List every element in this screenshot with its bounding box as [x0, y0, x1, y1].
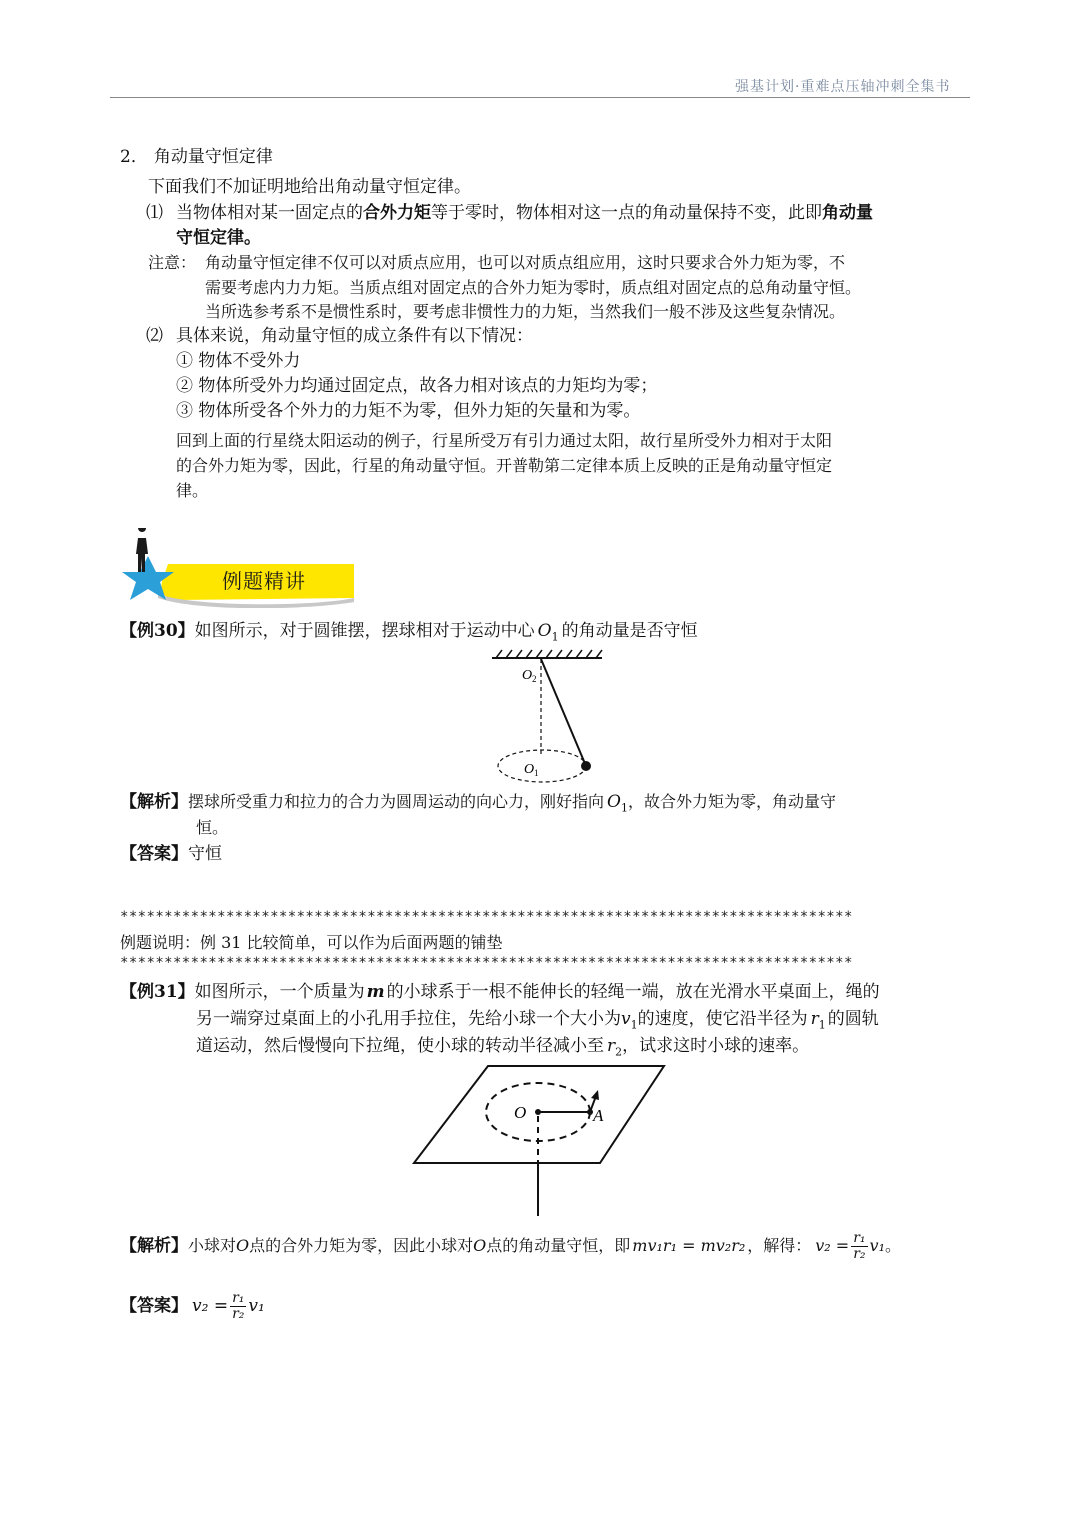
- point-1-line1: [176, 200, 873, 226]
- section-intro: 下面我们不加证明地给出角动量守恒定律。: [148, 177, 471, 197]
- header-divider: [110, 97, 970, 98]
- ex31-sol-fraction: [851, 1231, 867, 1262]
- ex30-ans-tag: 【答案】: [120, 844, 188, 864]
- divider-stars-bottom: ***********************************************************************************: [120, 955, 853, 971]
- ex31-q2b: 的速度，使它沿半径为: [637, 1009, 808, 1029]
- ex30-q-a: 如图所示，对于圆锥摆，摆球相对于运动中心: [194, 621, 535, 641]
- condition-2: ② 物体所受外力均通过固定点，故各力相对该点的力矩均为零；: [176, 376, 658, 396]
- ex31-sol-end: 。: [884, 1236, 901, 1255]
- condition-1: ① 物体不受外力: [176, 351, 301, 371]
- point-1-text-a: 当物体相对某一固定点的: [176, 203, 363, 223]
- ex30-sol-b: ，故合外力矩为零，角动量守: [627, 792, 836, 811]
- ex30-q-sub: 1: [551, 630, 559, 644]
- ex31-sol-den: r₂: [853, 1246, 866, 1262]
- point-1-bold-term: 合外力矩: [363, 203, 431, 223]
- divider-note: 例题说明：例 31 比较简单，可以作为后面两题的铺垫: [120, 933, 503, 952]
- ex31-question-line1: [120, 979, 880, 1005]
- ex31-q2-r: r: [810, 1009, 819, 1029]
- point-1-marker: ⑴: [146, 203, 163, 223]
- ex30-sol-tag: 【解析】: [120, 792, 188, 812]
- pendulum-bob: [581, 761, 591, 771]
- label-o1-sub: 1: [534, 768, 539, 778]
- ex30-sol-sym: O: [607, 792, 621, 812]
- ex30-tag: 【例30】: [120, 621, 195, 641]
- ex30-q-sym: O: [537, 621, 552, 641]
- point-2-marker: ⑵: [146, 326, 163, 346]
- point-2-text: 具体来说，角动量守恒的成立条件有以下情况：: [176, 326, 533, 346]
- label-a: A: [593, 1106, 604, 1125]
- table-hole-diagram: [410, 1060, 670, 1220]
- ex31-sol-lhs: v₂ =: [815, 1236, 850, 1255]
- section-title: 角动量守恒定律: [153, 147, 273, 167]
- ex31-sol-rhs: v₁: [869, 1236, 885, 1255]
- ex31-q3b: ，试求这时小球的速率。: [622, 1036, 810, 1056]
- planet-line-3: 律。: [176, 481, 209, 500]
- ex31-sol-o1: O: [236, 1236, 250, 1255]
- ex31-solution: [120, 1228, 901, 1264]
- ex30-sol-a: 摆球所受重力和拉力的合力为圆周运动的向心力，刚好指向: [188, 792, 605, 811]
- label-o: O: [514, 1103, 527, 1122]
- ex31-q3-r: r: [607, 1036, 616, 1056]
- planet-line-1: 回到上面的行星绕太阳运动的例子，行星所受万有引力通过太阳，故行星所受外力相对于太阳: [176, 431, 833, 450]
- center-dot: [535, 1109, 541, 1115]
- ex31-ans-lhs: v₂ =: [192, 1296, 229, 1316]
- ex31-answer: [120, 1288, 265, 1324]
- header-title: 强基计划·重难点压轴冲刺全集书: [735, 79, 951, 95]
- point-1-bold-end-a: 角动量: [822, 203, 873, 223]
- ex30-sol-sub: 1: [620, 801, 628, 815]
- banner-label: 例题精讲: [222, 569, 306, 593]
- ex31-ans-rhs: v₁: [248, 1296, 265, 1316]
- ex30-q-b: 的角动量是否守恒: [561, 621, 698, 641]
- ex31-sol-num: r₁: [853, 1230, 866, 1246]
- condition-3: ③ 物体所受各个外力的力矩不为零，但外力矩的矢量和为零。: [176, 401, 641, 421]
- note-line-1: 角动量守恒定律不仅可以对质点应用，也可以对质点组应用，这时只要求合外力矩为零，不: [205, 253, 846, 272]
- label-o1: O: [524, 762, 535, 777]
- ex31-q1b: 的小球系于一根不能伸长的轻绳一端，放在光滑水平桌面上，绳的: [386, 982, 880, 1002]
- ex31-sol-b: 点的合外力矩为零，因此小球对: [249, 1236, 474, 1255]
- point-1-text-b: 等于零时，物体相对这一点的角动量保持不变，此即: [431, 203, 822, 223]
- ex31-q3-rsub: 2: [615, 1045, 623, 1059]
- circular-path-ellipse: [498, 750, 586, 782]
- note-line-3: 当所选参考系不是惯性系时，要考虑非惯性力的力矩，当然我们一般不涉及这些复杂情况。: [205, 302, 846, 321]
- ex31-q2a: 另一端穿过桌面上的小孔用手拉住，先给小球一个大小为: [196, 1009, 621, 1029]
- ex31-q2-rsub: 1: [818, 1018, 826, 1032]
- ex31-sol-tag: 【解析】: [120, 1236, 188, 1256]
- ex31-q3a: 道运动，然后慢慢向下拉绳，使小球的转动半径减小至: [196, 1036, 604, 1056]
- ex31-q2-v: v: [621, 1009, 631, 1029]
- divider-stars-top: ***********************************************************************************: [120, 909, 853, 925]
- ex31-ans-num: r₁: [232, 1290, 245, 1306]
- velocity-arrowhead: [591, 1090, 599, 1100]
- label-o2: O: [522, 668, 533, 683]
- note-label: 注意：: [148, 253, 197, 272]
- planet-line-2: 的合外力矩为零，因此，行星的角动量守恒。开普勒第二定律本质上反映的正是角动量守恒定: [176, 456, 833, 475]
- label-o2-sub: 2: [532, 674, 537, 684]
- ex31-sol-a: 小球对: [188, 1236, 237, 1255]
- ex31-sol-c: 点的角动量守恒，即: [486, 1236, 631, 1255]
- ex30-sol-c: 恒。: [196, 818, 229, 837]
- ex31-sol-eq: mv₁r₁ = mv₂r₂: [632, 1236, 746, 1255]
- ex31-q2c: 的圆轨: [827, 1009, 879, 1029]
- ex31-q1-m: m: [366, 982, 385, 1002]
- ex31-ans-tag: 【答案】: [120, 1296, 188, 1316]
- ex31-q1: 如图所示，一个质量为: [194, 982, 365, 1002]
- point-1-bold-end-b: 守恒定律。: [176, 228, 261, 248]
- ex31-tag: 【例31】: [120, 982, 195, 1002]
- ex30-answer: [120, 841, 222, 867]
- ex30-ans: 守恒: [188, 844, 222, 864]
- conical-pendulum-diagram: [480, 645, 620, 790]
- ex31-ans-fraction: [230, 1291, 246, 1322]
- ex31-ans-den: r₂: [232, 1306, 245, 1322]
- ceiling-hatch: [496, 650, 602, 658]
- ex31-q2-vsub: 1: [630, 1018, 638, 1032]
- ex31-sol-d: ，解得：: [747, 1236, 812, 1255]
- ex31-sol-o2: O: [473, 1236, 487, 1255]
- note-line-2: 需要考虑内力力矩。当质点组对固定点的合外力矩为零时，质点组对固定点的总角动量守恒。: [205, 278, 862, 297]
- section-heading: [120, 144, 273, 170]
- section-number: 2．: [120, 147, 148, 167]
